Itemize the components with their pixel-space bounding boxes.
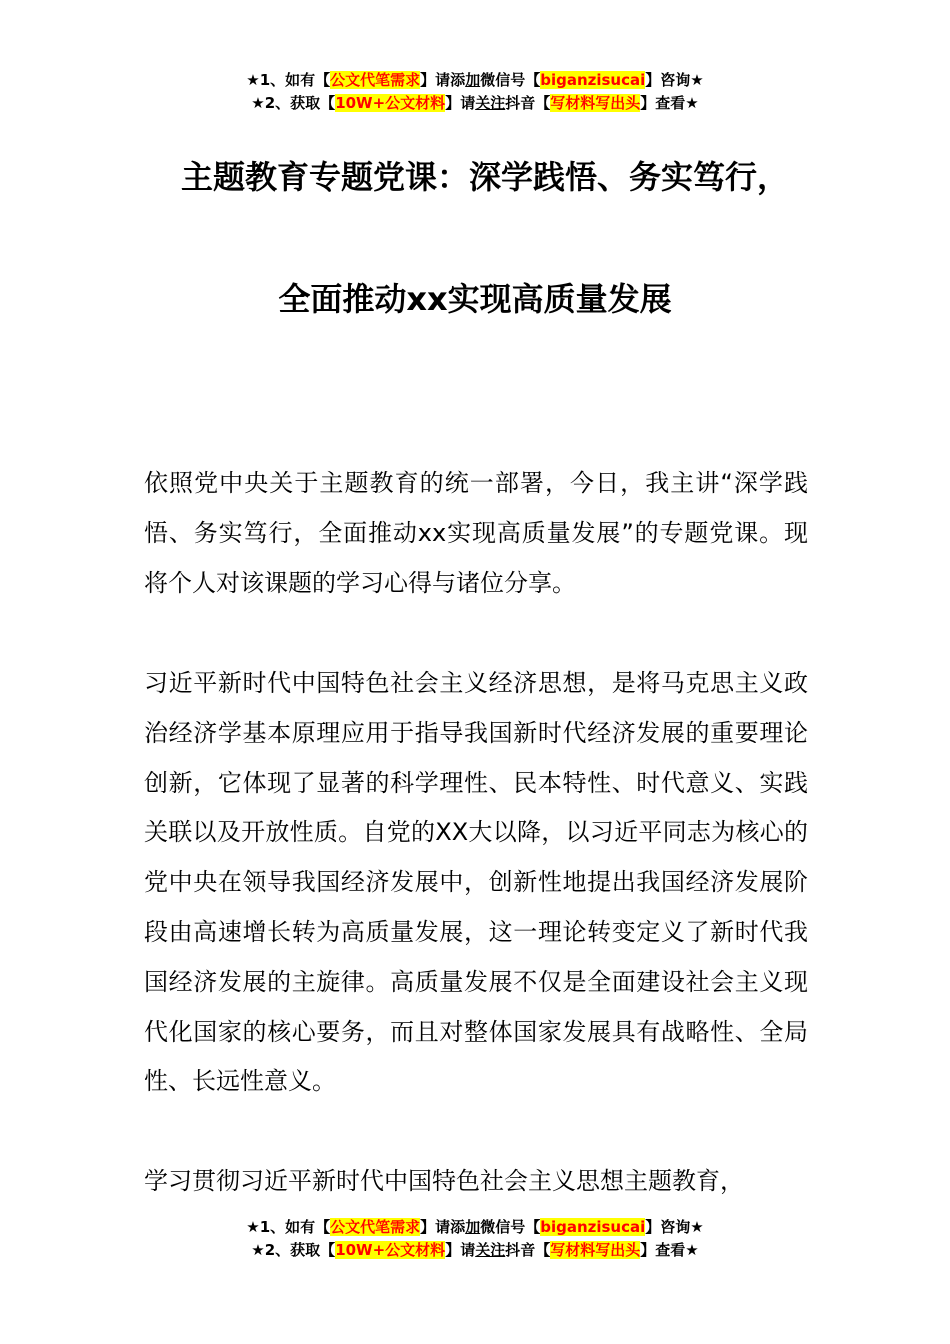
promo-text: 微信号【 xyxy=(480,1218,541,1236)
promo-underlined-text: 关注 xyxy=(475,94,506,112)
promo-text: 】请 xyxy=(445,94,476,112)
promo-underlined-text: 加 xyxy=(465,71,481,89)
promo-highlight-wechat-id: biganzisucai xyxy=(540,71,646,89)
document-title-line-1: 主题教育专题党课：深学践悟、务实笃行， xyxy=(180,158,789,196)
promo-banner-top xyxy=(0,69,950,115)
promo-line-2 xyxy=(0,1239,950,1262)
promo-highlight: 10W+公文材料 xyxy=(335,1241,446,1259)
promo-text: ★2、获取【 xyxy=(251,1241,336,1259)
promo-highlight-wechat-id: biganzisucai xyxy=(540,1218,646,1236)
promo-text: 】查看★ xyxy=(640,1241,699,1259)
promo-text: ★1、如有【 xyxy=(246,71,331,89)
promo-highlight-douyin: 写材料写出头 xyxy=(550,94,641,112)
promo-text: 】请添 xyxy=(420,71,466,89)
promo-text: 】查看★ xyxy=(640,94,699,112)
promo-highlight: 10W+公文材料 xyxy=(335,94,446,112)
promo-highlight: 公文代笔需求 xyxy=(330,1218,421,1236)
promo-text: 】咨询★ xyxy=(645,71,704,89)
promo-text: 】请 xyxy=(445,1241,476,1259)
promo-text: 】咨询★ xyxy=(645,1218,704,1236)
promo-text: ★1、如有【 xyxy=(246,1218,331,1236)
promo-line-1 xyxy=(0,69,950,92)
promo-underlined-text: 加 xyxy=(465,1218,481,1236)
promo-underlined-text: 关注 xyxy=(475,1241,506,1259)
promo-highlight-douyin: 写材料写出头 xyxy=(550,1241,641,1259)
promo-text: 抖音【 xyxy=(505,1241,551,1259)
promo-text: 】请添 xyxy=(420,1218,466,1236)
promo-text: ★2、获取【 xyxy=(251,94,336,112)
promo-banner-bottom xyxy=(0,1216,950,1262)
body-paragraph: 学习贯彻习近平新时代中国特色社会主义思想主题教育， xyxy=(144,1167,744,1195)
promo-line-2 xyxy=(0,92,950,115)
promo-line-1 xyxy=(0,1216,950,1239)
promo-text: 微信号【 xyxy=(480,71,541,89)
body-paragraph: 依照党中央关于主题教育的统一部署，今日，我主讲“深学践悟、务实笃行，全面推动xx实现高质量发展”的专题党课。现将个人对该课题的学习心得与诸位分享。 xyxy=(144,469,808,597)
body-paragraph: 习近平新时代中国特色社会主义经济思想，是将马克思主义政治经济学基本原理应用于指导我国新时代经济发展的重要理论创新，它体现了显著的科学理性、民本特性、时代意义、实践关联以及开放性质。自党的XX大以降，以习近平同志为核心的党中央在领导我国经济发展中，创新性地提出我国经济发展阶段由高速增长转为高质量发展，这一理论转变定义了新时代我国经济发展的主旋律。高质量发展不仅是全面建设社会主义现代化国家的核心要务，而且对整体国家发展具有战略性、全局性、长远性意义。 xyxy=(144,669,808,1096)
promo-text: 抖音【 xyxy=(505,94,551,112)
document-title-line-2: 全面推动xx实现高质量发展 xyxy=(278,280,672,318)
promo-highlight: 公文代笔需求 xyxy=(330,71,421,89)
